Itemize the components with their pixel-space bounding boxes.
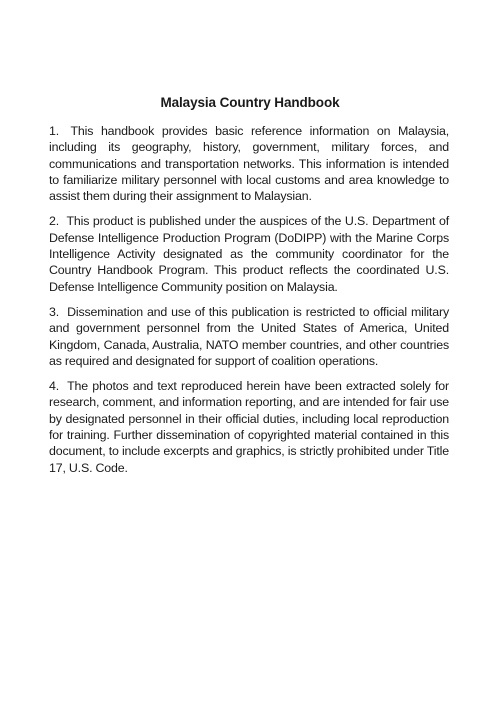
- paragraph-text: This product is published under the auspices of the U.S. Department of Defense Intelligence Production Program (DoDIPP) with the Marine Corps Intelligence Activity designated as the community coordinator for the Country Handbook Program. This product reflects the coordinated U.S. Defense Intelligence Community position on Malaysia.: [49, 214, 449, 294]
- paragraph-number: 3.: [49, 304, 60, 319]
- paragraph-3: [49, 304, 449, 369]
- paragraph-number: 2.: [49, 214, 60, 229]
- paragraph-number: 4.: [49, 379, 60, 394]
- paragraph-text: Dissemination and use of this publication is restricted to official military and government personnel from the United States of America, United Kingdom, Canada, Australia, NATO member countries, and other countries as required and designated for support of coalition operations.: [49, 304, 449, 368]
- paragraph-2: [49, 213, 449, 294]
- paragraph-number: 1.: [49, 124, 60, 138]
- paragraph-1: [49, 123, 449, 204]
- paragraph-text: This handbook provides basic reference information on Malaysia, including its geography, history, government, military forces, and communications and transportation networks. This information is intended to familiarize military personnel with local customs and area knowledge to assist them during their assignment to Malaysian.: [49, 124, 449, 204]
- paragraph-text: The photos and text reproduced herein have been extracted solely for research, comment, and information reporting, and are intended for fair use by designated personnel in their official duties, including local reproduction for training. Further dissemination of copyrighted material contained in this document, to include excerpts and graphics, is strictly prohibited under Title 17, U.S. Code.: [49, 379, 450, 475]
- document-body: [49, 123, 449, 485]
- paragraph-4: [49, 378, 449, 476]
- document-title: Malaysia Country Handbook: [160, 95, 340, 110]
